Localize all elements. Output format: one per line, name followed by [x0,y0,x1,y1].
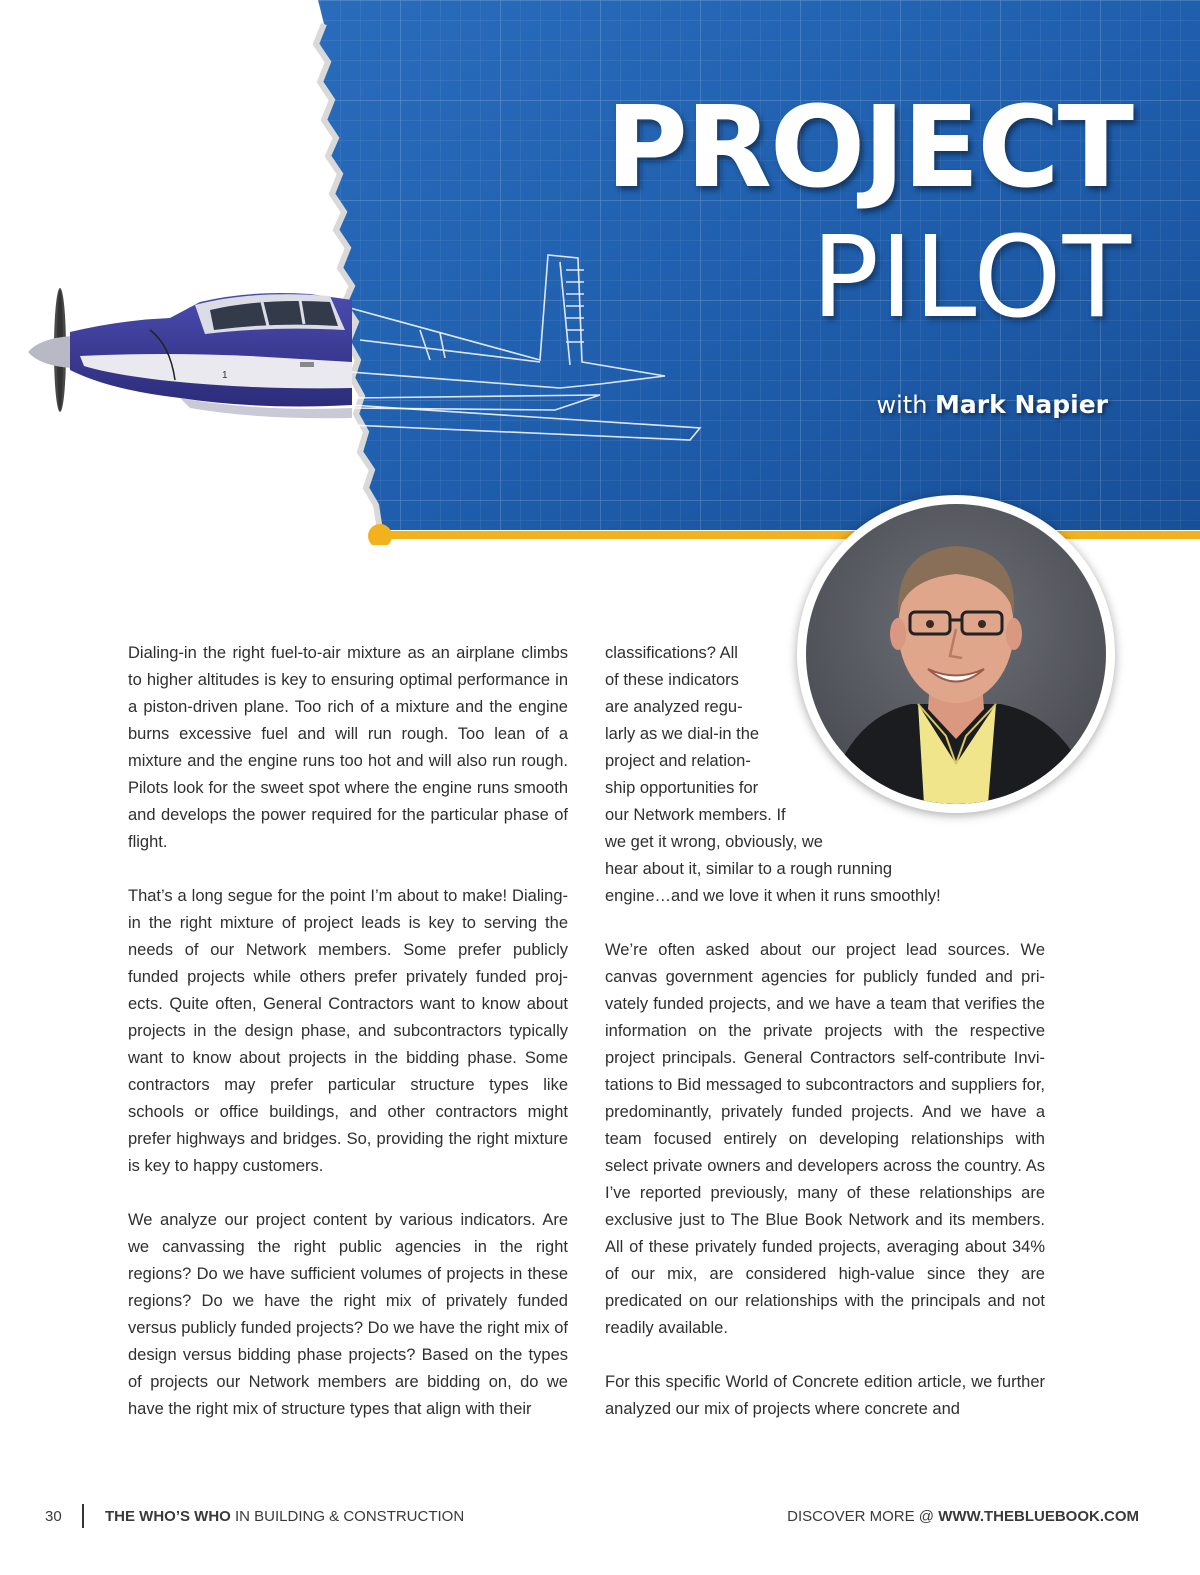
paragraph: That’s a long segue for the point I’m about to make! Dialing-in the right mixture of project leads is key to serving the needs of our Network members. Some prefer publicly funded projects while others prefer privately funded projects. Quite often, General Contractors want to know about projects in the design phase, and subcontractors typically want to know about projects in the bidding phase. Some contractors may prefer particular structure types like schools or office buildings, and other contractors might prefer highways and bridges. So, providing the right mixture is key to happy customers. [128,887,568,1175]
discover-more [787,1508,1139,1525]
paragraph: We analyze our project content by various indicators. Are we canvassing the right public agencies in the right regions? Do we have sufficient volumes of projects in these regions? Do we have the right mix of privately funded versus publicly funded projects? Do we have the right mix of design versus bidding phase projects? Based on the types of projects our Network members are bidding on, do we have the right mix of structure types that align with their [128,1211,568,1418]
header-banner [0,0,1200,560]
text-line: larly as we dial-in the [605,725,760,743]
text-line: are analyzed regu- [605,698,743,716]
paragraph: Dialing-in the right fuel-to-air mixture as an airplane climbs to higher altitudes is key to ensuring optimal performance in a piston-driven plane. Too rich of a mixture and the engine burns excessive fuel and will run rough. Too lean of a mixture and the engine runs too hot and will also run rough. Pilots look for the sweet spot where the engine runs smooth and develops the power required for the particular phase of flight. [128,644,568,851]
airplane-illustration [28,288,352,418]
paragraph: For this specific World of Concrete edition article, we further analyzed our mix of projects where concrete and [605,1373,1045,1418]
footer-divider [82,1504,84,1528]
byline [877,390,1109,419]
paragraph: We’re often asked about our project lead sources. We canvas government agencies for publicly funded and privately funded projects, and we have a team that verifies the information on the private projects with the respective project principals. General Contractors self-contribute Invitations to Bid messaged to subcontractors and suppliers for, predominantly, privately funded projects. And we have a team focused entirely on developing relationships with select private owners and developers across the country. As I’ve reported previously, many of these relationships are exclusive just to The Blue Book Network and its members. All of these privately funded projects, averaging about 34% of our mix, are considered high-value since they are predicated on our relationships with the principals and not readily available. [605,941,1045,1337]
article-left-column [128,640,568,1450]
text-line: of these indicators [605,671,739,689]
author-name: Mark Napier [935,390,1108,419]
publication-name-bold: THE WHO’S WHO [105,1508,231,1525]
article-right-wrap [605,640,941,910]
publication-name [105,1508,464,1525]
text-line: our Network members. If [605,806,786,824]
text-line: project and relation- [605,752,751,770]
text-line: engine…and we love it when it runs smoothly! [605,887,941,905]
page-footer [0,1500,1200,1534]
text-line: hear about it, similar to a rough running [605,860,893,878]
page-number: 30 [45,1508,62,1525]
byline-prefix: with [876,391,936,419]
discover-prefix: DISCOVER MORE @ [787,1508,939,1525]
title-project: PROJECT [605,83,1132,213]
text-line: ship opportunities for [605,779,759,797]
article-right-column [605,937,1045,1450]
title-pilot: PILOT [811,213,1132,343]
svg-text:1: 1 [222,370,228,381]
website-link[interactable]: WWW.THEBLUEBOOK.COM [938,1508,1139,1525]
publication-name-rest: IN BUILDING & CONSTRUCTION [230,1508,465,1525]
text-line: we get it wrong, obviously, we [605,833,823,851]
text-line: classifications? All [605,644,738,662]
